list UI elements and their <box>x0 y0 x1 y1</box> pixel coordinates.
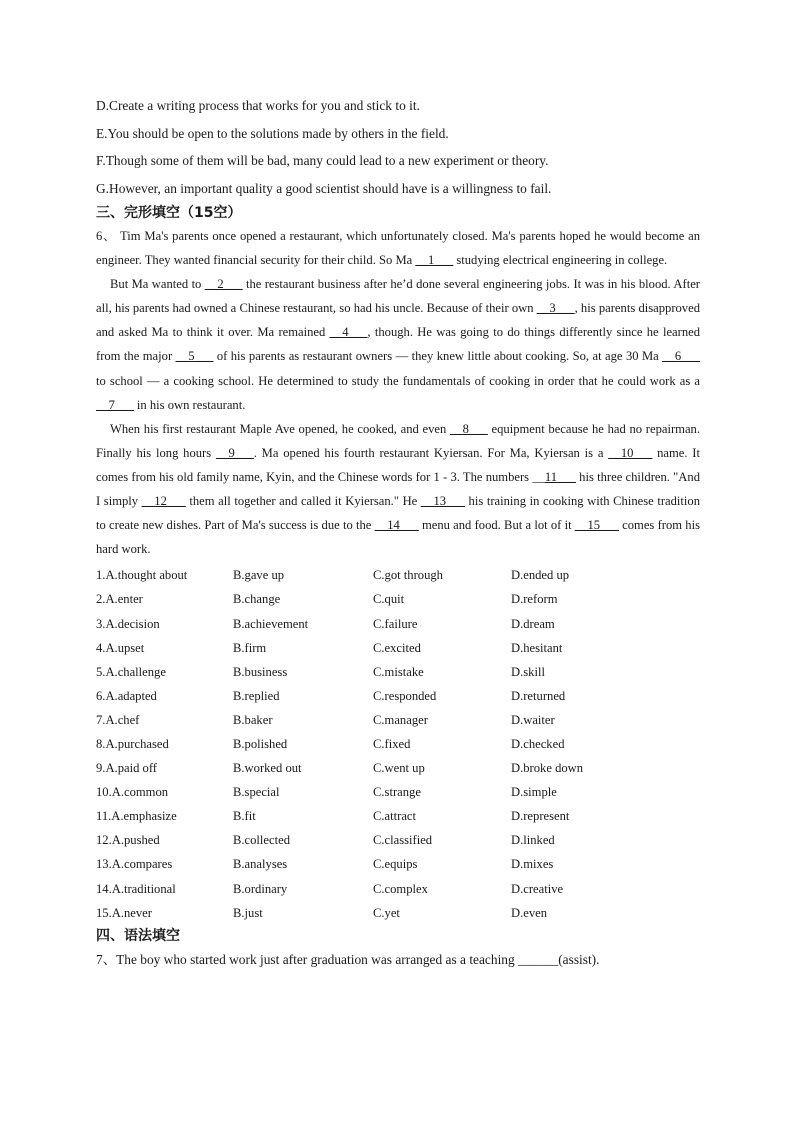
blank-13: __13___ <box>420 494 465 509</box>
choice-d: D.mixes <box>511 857 554 872</box>
choice-a: 15.A.never <box>96 905 152 920</box>
choice-b: B.firm <box>233 640 267 655</box>
choice-b: B.fit <box>233 809 256 824</box>
choice-d: D.skill <box>511 664 545 679</box>
choice-a: 8.A.purchased <box>96 736 169 751</box>
choice-c: C.excited <box>373 640 421 655</box>
blank-6: __6___ <box>662 349 701 364</box>
blank-4: __4___ <box>329 325 368 340</box>
passage-text: name. It comes from his old family name, Kyin, and the Chinese words for 1 - 3. The numbers __ <box>96 445 701 484</box>
question-row <box>96 901 700 925</box>
choice-b: B.gave up <box>233 568 285 583</box>
passage-paragraph-3 <box>96 417 700 562</box>
choice-c: C.yet <box>373 905 400 920</box>
question-7: 7、The boy who started work just after graduation was arranged as a teaching ______(assist). <box>96 951 600 967</box>
cloze-options <box>96 563 700 924</box>
choice-c: C.attract <box>373 809 417 824</box>
choice-a: 12.A.pushed <box>96 833 160 848</box>
choice-c: C.strange <box>373 785 421 800</box>
section4-title: 四、语法填空 <box>96 927 180 944</box>
passage-text: But Ma wanted to <box>110 277 205 292</box>
choice-d: D.checked <box>511 736 565 751</box>
choice-b: B.analyses <box>233 857 288 872</box>
blank-9: __9___ <box>215 445 254 460</box>
choice-c: C.complex <box>373 881 428 896</box>
blank-2: __2___ <box>204 277 243 292</box>
passage-text: comes from his hard work. <box>96 518 700 557</box>
choice-a: 2.A.enter <box>96 592 143 607</box>
passage-text: When his first restaurant Maple Ave opened, he cooked, and even <box>110 421 451 436</box>
option-e: E.You should be open to the solutions made by others in the field. <box>96 125 449 141</box>
option-d: D.Create a writing process that works for you and stick to it. <box>96 98 420 113</box>
passage-text: studying electrical engineering in college. <box>453 253 668 268</box>
passage-text: equipment because he had no repairman. Finally his long hours <box>96 421 701 460</box>
choice-a: 11.A.emphasize <box>96 809 177 824</box>
passage-paragraph-2 <box>96 272 700 417</box>
choice-b: B.change <box>233 592 281 607</box>
question-row <box>96 587 700 611</box>
question-row <box>96 780 700 804</box>
blank-15: __15___ <box>574 518 619 533</box>
blank-14: __14___ <box>374 518 419 533</box>
question-row <box>96 612 700 636</box>
cloze-passage <box>96 224 700 561</box>
blank-5: __5___ <box>175 349 214 364</box>
question-row <box>96 636 700 660</box>
question-row <box>96 563 700 587</box>
choice-d: D.broke down <box>511 761 584 776</box>
blank-3: __3___ <box>536 301 575 316</box>
choice-c: C.equips <box>373 857 418 872</box>
question-row <box>96 828 700 852</box>
choice-d: D.hesitant <box>511 640 563 655</box>
choice-b: B.just <box>233 905 263 920</box>
passage-text: 6、 Tim Ma's parents once opened a restaurant, which unfortunately closed. Ma's parents hoped he would become an engineer. They wanted financial security for their child. So Ma <box>96 229 700 268</box>
exam-page <box>96 92 700 973</box>
question-row <box>96 684 700 708</box>
choice-b: B.business <box>233 664 288 679</box>
choice-d: D.even <box>511 905 548 920</box>
choice-a: 4.A.upset <box>96 640 145 655</box>
choice-a: 6.A.adapted <box>96 688 157 703</box>
question-row <box>96 852 700 876</box>
choice-b: B.ordinary <box>233 881 288 896</box>
passage-text: . Ma opened his fourth restaurant Kyiersan. For Ma, Kyiersan is a <box>253 445 609 460</box>
blank-10: __10___ <box>608 445 653 460</box>
choice-c: C.responded <box>373 688 437 703</box>
choice-b: B.achievement <box>233 616 309 631</box>
choice-c: C.fixed <box>373 736 411 751</box>
option-g: G.However, an important quality a good scientist should have is a willingness to fail. <box>96 180 552 196</box>
choice-d: D.linked <box>511 833 555 848</box>
choice-c: C.classified <box>373 833 433 848</box>
question-row <box>96 708 700 732</box>
choice-c: C.failure <box>373 616 418 631</box>
choice-a: 14.A.traditional <box>96 881 176 896</box>
choice-b: B.baker <box>233 712 273 727</box>
passage-text: them all together and called it Kyiersan." He <box>185 494 421 509</box>
choice-b: B.replied <box>233 688 280 703</box>
choice-d: D.ended up <box>511 568 570 583</box>
blank-1: __1___ <box>415 253 454 268</box>
choice-a: 7.A.chef <box>96 712 140 727</box>
choice-b: B.polished <box>233 736 288 751</box>
choice-d: D.returned <box>511 688 566 703</box>
passage-text: , though. He was going to do things differently since he learned from the major <box>96 325 700 364</box>
option-f: F.Though some of them will be bad, many could lead to a new experiment or theory. <box>96 153 549 168</box>
question-row <box>96 804 700 828</box>
choice-a: 10.A.common <box>96 785 169 800</box>
choice-a: 9.A.paid off <box>96 761 157 776</box>
question-row <box>96 877 700 901</box>
choice-d: D.dream <box>511 616 555 631</box>
choice-d: D.represent <box>511 809 570 824</box>
blank-11: 11___ <box>544 469 576 484</box>
blank-7: __7___ <box>96 397 134 412</box>
passage-paragraph-1 <box>96 224 700 272</box>
choice-c: C.quit <box>373 592 405 607</box>
question-row <box>96 732 700 756</box>
choice-d: D.creative <box>511 881 564 896</box>
passage-text: the restaurant business after he’d done several engineering jobs. It was in his blood. After all, his parents had owned a Chinese restaurant, so had his uncle. Because of their own <box>96 277 700 316</box>
passage-text: , his parents disapproved and asked Ma to think it over. Ma remained <box>96 301 700 340</box>
passage-text: his training in cooking with Chinese tradition to create new dishes. Part of Ma's success is due to the <box>96 494 700 533</box>
passage-text: menu and food. But a lot of it <box>418 518 575 533</box>
choice-d: D.reform <box>511 592 558 607</box>
question-row <box>96 756 700 780</box>
passage-text: of his parents as restaurant owners — they knew little about cooking. So, at age 30 Ma <box>213 349 663 364</box>
choice-c: C.went up <box>373 761 425 776</box>
choice-c: C.manager <box>373 712 428 727</box>
choice-a: 13.A.compares <box>96 857 173 872</box>
question-row <box>96 660 700 684</box>
choice-a: 3.A.decision <box>96 616 160 631</box>
choice-b: B.special <box>233 785 280 800</box>
passage-text: his three children. "And I simply <box>96 469 700 509</box>
passage-text: in his own restaurant. <box>133 397 246 412</box>
choice-b: B.worked out <box>233 761 302 776</box>
choice-c: C.mistake <box>373 664 424 679</box>
passage-text: to school — a cooking school. He determined to study the fundamentals of cooking in order that he could work as a <box>96 373 700 388</box>
choice-d: D.waiter <box>511 712 555 727</box>
blank-12: __12___ <box>141 494 186 509</box>
choice-d: D.simple <box>511 785 557 800</box>
choice-a: 1.A.thought about <box>96 568 188 583</box>
blank-8: __8___ <box>450 421 488 436</box>
choice-c: C.got through <box>373 568 443 583</box>
choice-a: 5.A.challenge <box>96 664 166 679</box>
options-list <box>96 92 700 202</box>
choice-b: B.collected <box>233 833 290 848</box>
section3-title: 三、完形填空（15空） <box>96 205 242 221</box>
